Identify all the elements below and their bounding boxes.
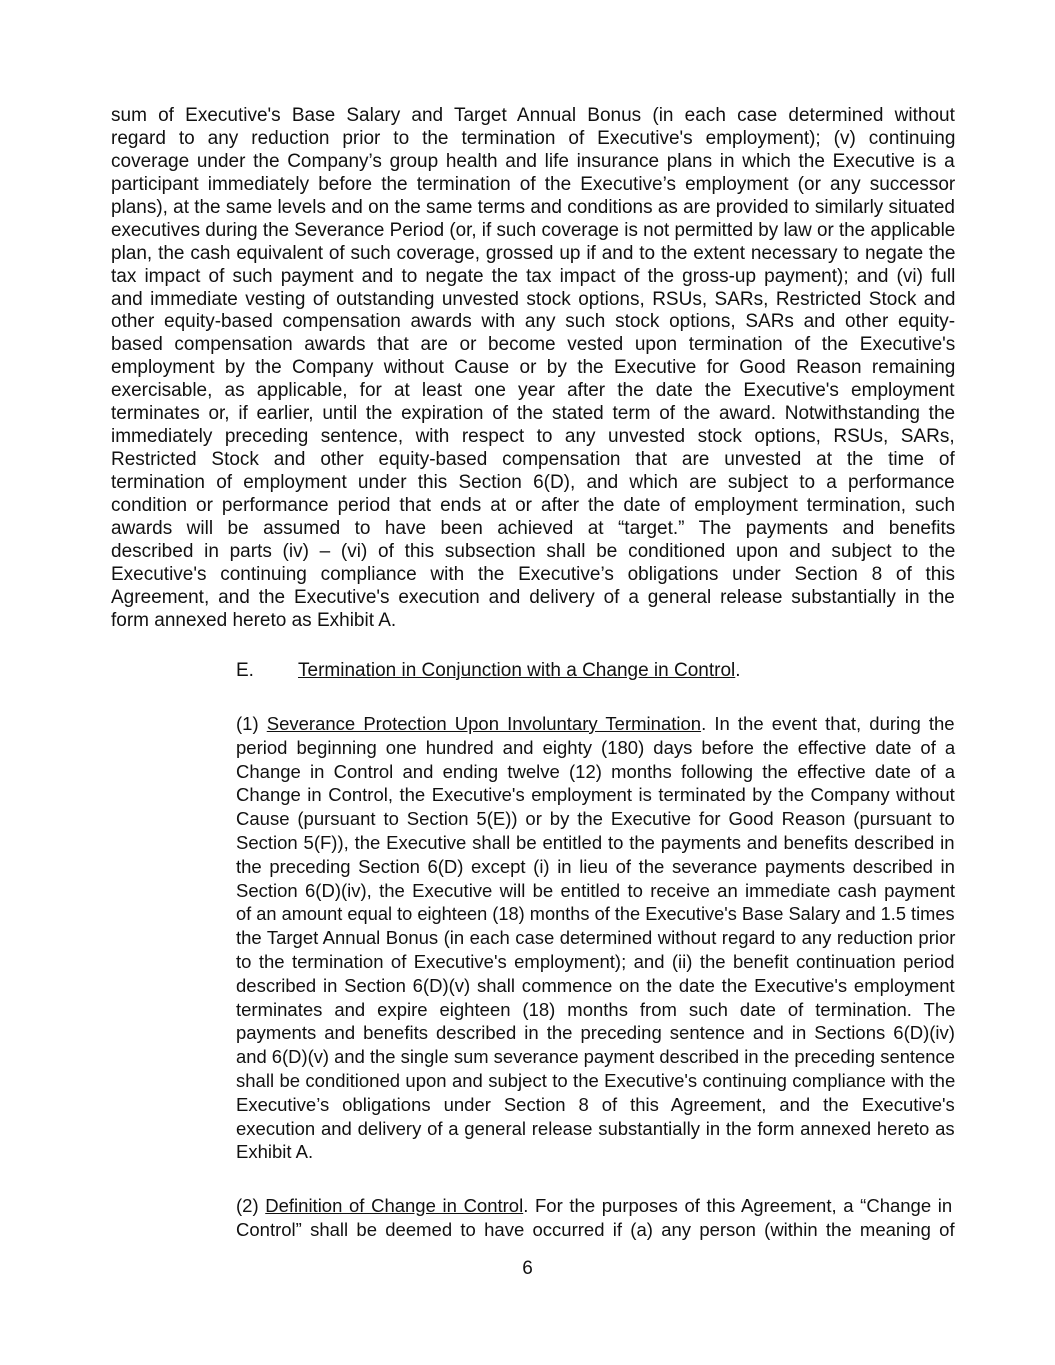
paragraph-line: Executive's continuing compliance with the Executive’s obligations under Section 8 of this (111, 563, 956, 585)
paragraph-line: described in parts (iv) – (vi) of this subsection shall be conditioned upon and subject to the (111, 540, 956, 562)
paragraph-line: termination of employment under this Section 6(D), and which are subject to a performance (111, 472, 955, 493)
subsection-title: Definition of Change in Control (265, 1195, 524, 1216)
paragraph-line: Executive’s obligations under Section 8 of this Agreement, and the Executive's (236, 1093, 955, 1115)
paragraph-line: employment by the Company without Cause or by the Executive for Good Reason remaining (111, 357, 956, 379)
section-e-heading: E. Termination in Conjunction with a Change in Control. (236, 660, 741, 681)
paragraph-line: Agreement, and the Executive's execution and delivery of a general release substantially in the (111, 586, 955, 608)
paragraph-line: Change in Control and ending twelve (12) months following the effective date of a (236, 760, 956, 782)
paragraph-line: based compensation awards that are or become vested upon termination of the Executive's (111, 334, 956, 356)
paragraph-line: exercisable, as applicable, for at least one year after the date the Executive's employment (111, 380, 955, 402)
paragraph-line: Section 6(D)(iv), the Executive will be entitled to receive an immediate cash payment (236, 879, 956, 901)
subsection-1-paragraph (236, 712, 955, 1164)
paragraph-line: terminates and expire eighteen (18) months from such date of termination. The (236, 998, 956, 1020)
paragraph-line: and 6(D)(v) and the single sum severance payment described in the preceding sentence (236, 1046, 955, 1068)
paragraph-severance-benefits (111, 105, 955, 633)
paragraph-line: awards will be assumed to have been achieved at “target.” The payments and benefits (111, 517, 956, 539)
paragraph-line: (1) Severance Protection Upon Involuntary Termination. In the event that, during the (236, 713, 955, 734)
page-number: 6 (522, 1258, 533, 1279)
paragraph-line: Control” shall be deemed to have occurred if (a) any person (within the meaning of (236, 1218, 955, 1240)
paragraph-line: (2) Definition of Change in Control. For the purposes of this Agreement, a “Change in (236, 1195, 953, 1216)
paragraph-line: plans), at the same levels and on the same terms and conditions as are provided to similarly situated (111, 196, 955, 218)
paragraph-line: Section 5(F)), the Executive shall be entitled to the payments and benefits described in (236, 831, 955, 853)
paragraph-line: immediately preceding sentence, with respect to any unvested stock options, RSUs, SARs, (111, 426, 955, 448)
paragraph-line: to the termination of Executive's employment); and (ii) the benefit continuation period (236, 950, 955, 972)
paragraph-line: described in Section 6(D)(v) shall commence on the date the Executive's employment (236, 974, 955, 996)
paragraph-line: sum of Executive's Base Salary and Target Annual Bonus (in each case determined without (111, 105, 955, 126)
paragraph-line: coverage under the Company’s group health and life insurance plans in which the Executive is a (111, 150, 955, 172)
subsection-title: Severance Protection Upon Involuntary Termination (266, 713, 702, 734)
subsection-2-paragraph (236, 1194, 955, 1242)
paragraph-line: and immediate vesting of outstanding unvested stock options, RSUs, SARs, Restricted Stock and (111, 288, 956, 310)
paragraph-line: execution and delivery of a general release substantially in the form annexed hereto as (236, 1117, 955, 1139)
paragraph-line: participant immediately before the termination of the Executive’s employment (or any successor (111, 173, 956, 195)
paragraph-line: of an amount equal to eighteen (18) months of the Executive's Base Salary and 1.5 times (236, 903, 955, 925)
paragraph-line: form annexed hereto as Exhibit A. (111, 609, 397, 631)
paragraph-line: plan, the cash equivalent of such coverage, grossed up if and to the extent necessary to negate the (111, 242, 956, 264)
paragraph-line: terminates or, if earlier, until the expiration of the stated term of the award. Notwithstanding the (111, 403, 956, 425)
paragraph-line: the preceding Section 6(D) except (i) in lieu of the severance payments described in (236, 855, 955, 877)
paragraph-line: the Target Annual Bonus (in each case determined without regard to any reduction prior (236, 927, 956, 949)
paragraph-line: Restricted Stock and other equity-based compensation that are unvested at the time of (111, 449, 955, 471)
paragraph-line: condition or performance period that ends at or after the date of employment termination, such (111, 494, 956, 516)
section-number: E. (236, 660, 254, 681)
paragraph-line: shall be conditioned upon and subject to the Executive's continuing compliance with the (236, 1069, 956, 1091)
paragraph-line: executives during the Severance Period (or, if such coverage is not permitted by law or the applicable (111, 219, 956, 241)
paragraph-line: Change in Control, the Executive's employment is terminated by the Company without (236, 784, 955, 806)
section-title: Termination in Conjunction with a Change in Control (298, 660, 736, 681)
paragraph-line: period beginning one hundred and eighty (180) days before the effective date of a (236, 736, 956, 758)
paragraph-line: Exhibit A. (236, 1141, 314, 1163)
paragraph-line: payments and benefits described in the preceding sentence and in Sections 6(D)(iv) (236, 1022, 955, 1044)
paragraph-line: Cause (pursuant to Section 5(E)) or by the Executive for Good Reason (pursuant to (236, 808, 955, 830)
paragraph-line: tax impact of such payment and to negate the tax impact of the gross-up payment); and (vi) full (111, 265, 956, 287)
paragraph-line: other equity-based compensation awards with any such stock options, SARs and other equity- (111, 311, 956, 333)
paragraph-line: regard to any reduction prior to the termination of Executive's employment); (v) continuing (111, 127, 956, 149)
